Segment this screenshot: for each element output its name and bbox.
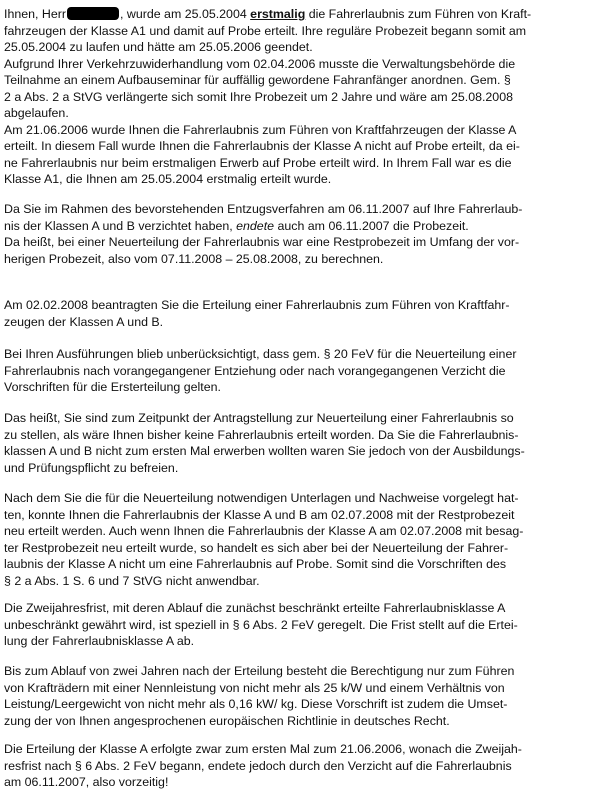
text-line: lung der Fahrerlaubnisklasse A ab.	[4, 634, 195, 648]
text-line: Da heißt, bei einer Neuerteilung der Fahrerlaubnis war eine Restprobezeit im Umfang der vor-	[4, 235, 520, 249]
emphasis-erstmalig: erstmalig	[250, 7, 306, 21]
text-line: ten, konnte Ihnen die Fahrerlaubnis der Klasse A und B am 02.07.2008 mit der Restprobezeit	[4, 507, 515, 522]
text-line: neu erteilt werden. Auch wenn Ihnen die Fahrerlaubnis der Klasse A am 02.07.2008 mit besag-	[4, 524, 524, 538]
text-line: Aufgrund Ihrer Verkehrzuwiderhandlung vom 02.04.2006 musste die Verwaltungsbehörde die	[4, 56, 516, 71]
text-line: von Krafträdern mit einer Nennleistung von nicht mehr als 25 k/W und einem Verhältnis von	[4, 680, 505, 695]
text-line: herigen Probezeit, also vom 07.11.2008 – 25.08.2008, zu berechnen.	[4, 251, 384, 266]
text-line: Bis zum Ablauf von zwei Jahren nach der Erteilung besteht die Berechtigung nur zum Führen	[4, 664, 515, 678]
paragraph-zweijahresfrist	[4, 600, 596, 650]
text-line: ne Fahrerlaubnis nur beim erstmaligen Erwerb auf Probe erteilt wird. In Ihrem Fall war es die	[4, 155, 512, 170]
text-line: ter Restprobezeit neu erteilt wurde, so handelt es sich aber bei der Neuerteilung der Fahrer-	[4, 540, 509, 555]
paragraph-fev-20	[4, 346, 596, 396]
paragraph-verzicht	[4, 201, 596, 267]
emphasis-endete: endete	[236, 218, 275, 233]
text-line: 2 a Abs. 2 a StVG verlängerte sich somit Ihre Probezeit um 2 Jahre und wäre am 25.08.2008	[4, 89, 513, 104]
text-line: Da Sie im Rahmen des bevorstehenden Entzugsverfahren am 06.11.2007 auf Ihre Fahrerlaub-	[4, 202, 523, 216]
paragraph-nennleistung	[4, 663, 596, 729]
text-line: Nach dem Sie die für die Neuerteilung notwendigen Unterlagen und Nachweise vorgelegt hat-	[4, 491, 519, 505]
text-line: abgelaufen.	[4, 106, 69, 120]
text-line: klassen A und B nicht zum ersten Mal erwerben wollten waren Sie jedoch von der Ausbildungs-	[4, 444, 525, 458]
text-line: zeugen der Klassen A und B.	[4, 314, 164, 329]
text-line: Vorschriften für die Ersterteilung gelten.	[4, 380, 221, 394]
paragraph-restprobezeit	[4, 490, 596, 589]
text-line: Fahrerlaubnis nach vorangegangener Entziehung oder nach vorangegangenen Verzicht die	[4, 363, 506, 378]
text-line: Am 21.06.2006 wurde Ihnen die Fahrerlaubnis zum Führen von Kraftfahrzeugen der Klasse A	[4, 122, 517, 137]
text-line: am 06.11.2007, also vorzeitig!	[4, 775, 169, 789]
text-line: unbeschränkt gewährt wird, ist speziell in § 6 Abs. 2 FeV geregelt. Die Frist stellt auf die Ertei-	[4, 617, 518, 632]
text-line: 25.05.2004 zu laufen und hätte am 25.05.2006 geendet.	[4, 40, 313, 54]
redacted-name	[67, 7, 119, 20]
text-line: Ihnen, Herr , wurde am 25.05.2004 erstmalig die Fahrerlaubnis zum Führen von Kraft-	[4, 7, 532, 21]
paragraph-probezeit	[4, 6, 596, 188]
text-line: resfrist nach § 6 Abs. 2 FeV begann, endete jedoch durch den Verzicht auf die Fahrerlaubnis	[4, 758, 512, 773]
paragraph-neuerteilung	[4, 410, 596, 476]
text-line: § 2 a Abs. 1 S. 6 und 7 StVG nicht anwendbar.	[4, 573, 260, 588]
text-line: nis der Klassen A und B verzichtet haben, endete auch am 06.11.2007 die Probezeit.	[4, 218, 469, 233]
text-line: zu stellen, als wäre Ihnen bisher keine Fahrerlaubnis erteilt worden. Da Sie die Fahrerlaubnis-	[4, 427, 519, 442]
text-line: Teilnahme an einem Aufbauseminar für auffällig gewordene Fahranfänger anordnen. Gem. §	[4, 73, 511, 87]
text-line: laubnis der Klasse A nicht um eine Fahrerlaubnis auf Probe. Somit sind die Vorschriften des	[4, 557, 507, 571]
text-line: erteilt. In diesem Fall wurde Ihnen die Fahrerlaubnis der Klasse A nicht auf Probe erteilt, da ei-	[4, 139, 520, 153]
text-line: Bei Ihren Ausführungen blieb unberücksichtigt, dass gem. § 20 FeV für die Neuerteilung einer	[4, 347, 517, 361]
paragraph-ergebnis	[4, 741, 596, 791]
text-line: Das heißt, Sie sind zum Zeitpunkt der Antragstellung zur Neuerteilung einer Fahrerlaubnis so	[4, 411, 514, 425]
text-line: Klasse A1, die Ihnen am 25.05.2004 erstmalig erteilt wurde.	[4, 172, 332, 186]
text-line: zung der von Ihnen angesprochenen europäischen Richtlinie in deutsches Recht.	[4, 713, 450, 728]
text-line: und Prüfungspflicht zu befreien.	[4, 460, 179, 475]
text-line: Am 02.02.2008 beantragten Sie die Erteilung einer Fahrerlaubnis zum Führen von Kraftfahr-	[4, 298, 510, 312]
paragraph-antrag	[4, 297, 596, 330]
text-line: fahrzeugen der Klasse A1 und damit auf Probe erteilt. Ihre reguläre Probezeit begann somit am	[4, 23, 527, 38]
text-line: Leistung/Leergewicht von nicht mehr als 0,16 kW/ kg. Diese Vorschrift ist zudem die Umset-	[4, 697, 508, 711]
text-line: Die Erteilung der Klasse A erfolgte zwar zum ersten Mal zum 21.06.2006, wonach die Zweijah-	[4, 742, 522, 756]
text-line: Die Zweijahresfrist, mit deren Ablauf die zunächst beschränkt erteilte Fahrerlaubnisklasse A	[4, 601, 506, 615]
